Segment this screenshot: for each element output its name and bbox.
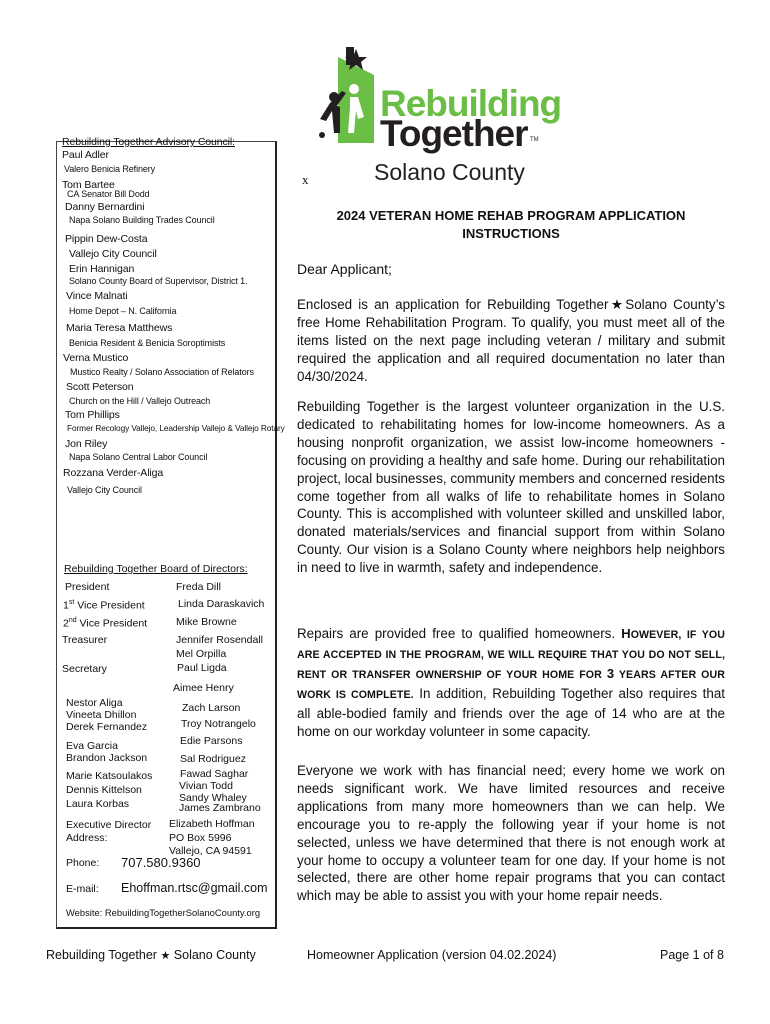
board-member-right: Sandy Whaley — [179, 792, 247, 804]
board-member-left: Laura Korbas — [66, 798, 130, 810]
paragraph-eligibility: Enclosed is an application for Rebuilding Together★Solano County’s free Home Rehabilitation Program. To qualify, you must meet all of the items listed on the next page including veteran / military and submit required the application and all required documentation no later than 04/30/2024. — [297, 297, 725, 384]
board-member-right: Troy Notrangelo — [181, 718, 256, 730]
board-member-left: Brandon Jackson — [66, 752, 148, 764]
phone-label: Phone: — [66, 857, 100, 869]
advisor-name: Pippin Dew-Costa — [65, 233, 148, 245]
logo — [300, 45, 562, 195]
vp1-name: Linda Daraskavich — [178, 598, 265, 610]
advisor-name: Jon Riley — [65, 438, 108, 450]
advisor-org: Napa Solano Central Labor Council — [69, 452, 208, 462]
board-member: Mel Orpilla — [176, 648, 227, 660]
board-member-right: Vivian Todd — [179, 780, 233, 792]
paragraph-repairs: Repairs are provided free to qualified homeowners. HOWEVER, IF YOU ARE ACCEPTED IN THE PROGRAM, WE WILL REQUIRE THAT YOU DO NOT SELL, RENT OR TRANSFER OWNERSHIP OF YOUR HOME FOR 3 YEARS AFTER OUR WORK IS COMPLETE. In addition, Rebuilding Together also requires that all able-bodied family and friends over the age of 14 who are at the home on our workday volunteer in some capacity. — [297, 626, 725, 739]
footer-center: Homeowner Application (version 04.02.2024) — [307, 948, 557, 962]
phone-number: 707.580.9360 — [121, 855, 201, 870]
advisor-org: Benicia Resident & Benicia Soroptimists — [69, 338, 226, 348]
vp1-label: 1st Vice President — [63, 599, 145, 612]
board-member-left: Nestor Aliga — [66, 697, 123, 709]
advisory-council-title: Rebuilding Together Advisory Council: — [62, 136, 235, 148]
logo-text-rebuilding: Rebuilding — [380, 83, 562, 124]
board-member-right: Edie Parsons — [180, 735, 243, 747]
logo-trademark: TM — [530, 137, 539, 143]
advisor-org: Vallejo City Council — [67, 485, 142, 495]
email-address: Ehoffman.rtsc@gmail.com — [121, 881, 268, 895]
advisor-org: Mustico Realty / Solano Association of Relators — [70, 367, 254, 377]
page-number: Page 1 of 8 — [660, 948, 724, 962]
paragraph-about: Rebuilding Together is the largest volunteer organization in the U.S. dedicated to rehabilitating homes for low-income homeowners. As a housing nonprofit organization, we assist low-income homeowners - focusing on providing a healthy and safe home. During our rehabilitation project, local businesses, community members and concerned residents come together from all walks of life to rehabilitate homes in Solano County. This is accomplished with volunteer skilled and unskilled labor, donated materials/services and financial support from within Solano County. Our vision is a Solano County where neighbors help neighbors in need to live in warmth, safety and independence. — [297, 399, 725, 576]
footer-left: Rebuilding Together ★ Solano County — [46, 948, 256, 962]
advisor-org: Church on the Hill / Vallejo Outreach — [69, 396, 211, 406]
exec-director-name: Elizabeth Hoffman — [169, 818, 255, 830]
treasurer-name: Jennifer Rosendall — [176, 634, 263, 646]
advisor-org: Former Recology Vallejo, Leadership Vallejo & Vallejo Rotary — [67, 423, 285, 433]
advisor-name: Tom Bartee — [62, 179, 115, 191]
page-subtitle: INSTRUCTIONS — [462, 226, 560, 241]
salutation: Dear Applicant; — [297, 261, 392, 277]
president-label: President — [65, 581, 110, 593]
advisor-name: Maria Teresa Matthews — [66, 322, 173, 334]
board-title: Rebuilding Together Board of Directors: — [64, 563, 248, 575]
advisor-name: Danny Bernardini — [65, 201, 145, 213]
treasurer-label: Treasurer — [62, 634, 108, 646]
advisor-org: Home Depot – N. California — [69, 306, 177, 316]
advisor-org: Vallejo City Council — [69, 248, 157, 260]
advisor-name: Erin Hannigan — [69, 263, 135, 275]
address-line1: PO Box 5996 — [169, 832, 232, 844]
board-member-right: Sal Rodriguez — [180, 753, 246, 765]
board-member-left: Eva Garcia — [66, 740, 118, 752]
logo-text-together: Together — [380, 113, 528, 154]
board-member-right: Fawad Saghar — [180, 768, 249, 780]
board-member-left: Marie Katsoulakos — [66, 770, 153, 782]
website: Website: RebuildingTogetherSolanoCounty.org — [66, 907, 261, 918]
advisor-name: Rozzana Verder-Aliga — [63, 467, 164, 479]
advisor-name: Verna Mustico — [63, 352, 129, 364]
advisor-org: Solano County Board of Supervisor, District 1. — [69, 276, 248, 286]
email-label: E-mail: — [66, 883, 99, 895]
president-name: Freda Dill — [176, 581, 221, 593]
board-member-right: James Zambrano — [179, 802, 261, 814]
address-line2: Vallejo, CA 94591 — [169, 845, 252, 857]
page-title: 2024 VETERAN HOME REHAB PROGRAM APPLICATION — [336, 208, 686, 223]
vp2-name: Mike Browne — [176, 616, 237, 628]
address-label: Address: — [66, 832, 108, 844]
advisor-name: Paul Adler — [62, 149, 109, 161]
exec-label: Executive Director — [66, 819, 152, 831]
advisor-org: Valero Benicia Refinery — [64, 164, 156, 174]
secretary-label: Secretary — [62, 663, 107, 675]
board-member-left: Dennis Kittelson — [66, 784, 142, 796]
advisor-org: CA Senator Bill Dodd — [67, 189, 150, 199]
advisor-name: Tom Phillips — [65, 409, 120, 421]
board-member-right: Zach Larson — [182, 702, 241, 714]
board-member-left: Derek Fernandez — [66, 721, 148, 733]
logo-county: Solano County — [374, 159, 525, 185]
board-member: Aimee Henry — [173, 682, 234, 694]
paragraph-selection: Everyone we work with has financial need; every home we work on needs significant work. We have limited resources and receive applications from many more homeowners than we can help. We encourage you to re-apply the following year if your home is not selected, unless we have determined that there is not enough work at your home to occupy a volunteer team for one day. If your home is not selected, there are other home repair programs that you can contact which may be able to assist you with your home repair needs. — [297, 763, 725, 904]
advisor-org: Napa Solano Building Trades Council — [69, 215, 215, 225]
mark-x: x — [302, 172, 309, 187]
advisor-name: Vince Malnati — [66, 290, 128, 302]
advisor-name: Scott Peterson — [66, 381, 134, 393]
secretary-name: Paul Ligda — [177, 662, 227, 674]
star-icon: ★ — [160, 950, 171, 962]
board-member-left: Vineeta Dhillon — [66, 709, 137, 721]
vp2-label: 2nd Vice President — [63, 617, 148, 630]
